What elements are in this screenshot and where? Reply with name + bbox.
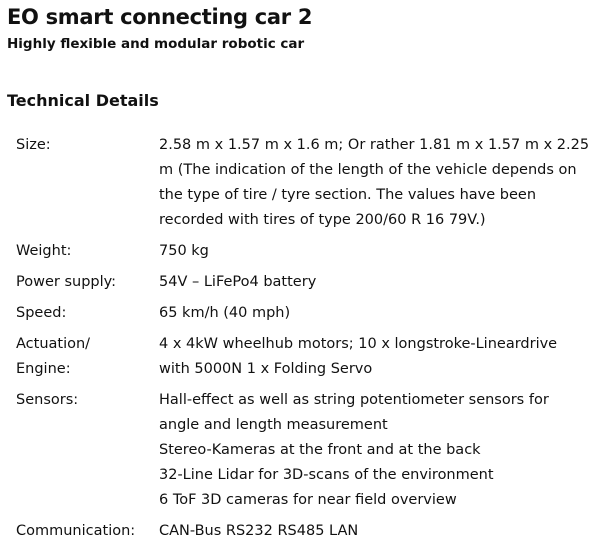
spec-label: Size: <box>16 137 51 153</box>
spec-row-sensors <box>16 388 594 513</box>
spec-row-speed <box>16 301 594 326</box>
spec-label: Weight: <box>16 243 72 259</box>
spec-label: Speed: <box>16 305 67 321</box>
spec-row-size <box>16 133 594 233</box>
spec-label: Power supply: <box>16 274 117 290</box>
technical-details-table <box>16 133 594 544</box>
spec-row-power-supply <box>16 270 594 295</box>
spec-value: Hall-effect as well as string potentiometer sensors for angle and length measurement Stereo-Kameras at the front and at the back 32-Line Lidar for 3D-scans of the environment 6 ToF 3D cameras for near field overview <box>159 392 549 508</box>
spec-value: 2.58 m x 1.57 m x 1.6 m; Or rather 1.81 m x 1.57 m x 2.25 m (The indication of the length of the vehicle depends on the type of tire / tyre section. The values have been recorded with tires of type 200/60 R 16 79V.) <box>159 137 590 228</box>
spec-value: 4 x 4kW wheelhub motors; 10 x longstroke-Lineardrive with 5000N 1 x Folding Servo <box>159 336 558 377</box>
section-heading-technical-details: Technical Details <box>7 91 159 110</box>
spec-row-communication <box>16 519 594 544</box>
page-title: EO smart connecting car 2 <box>7 5 313 29</box>
spec-value: 750 kg <box>159 243 209 259</box>
spec-row-actuation-engine <box>16 332 594 382</box>
spec-label: Communication: <box>16 523 136 539</box>
spec-label: Sensors: <box>16 392 79 408</box>
spec-row-weight <box>16 239 594 264</box>
spec-label: Actuation/ Engine: <box>16 336 91 377</box>
spec-value: 54V – LiFePo4 battery <box>159 274 317 290</box>
spec-value: CAN-Bus RS232 RS485 LAN <box>159 523 359 539</box>
page-subtitle: Highly flexible and modular robotic car <box>7 36 305 52</box>
spec-value: 65 km/h (40 mph) <box>159 305 291 321</box>
